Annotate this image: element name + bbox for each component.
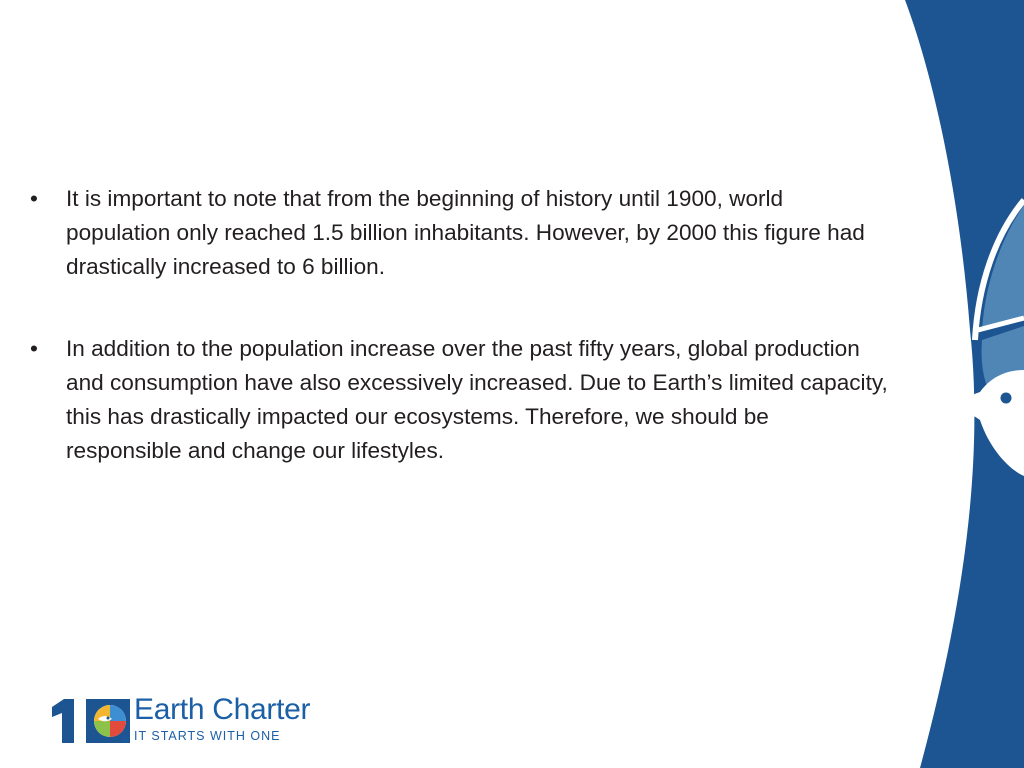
- bullet-text: It is important to note that from the beginning of history until 1900, world population only reached 1.5 billion inhabitants. However, by 2000 this figure had drastically increased to 6 billion.: [66, 186, 865, 280]
- bullet-item: [30, 332, 890, 469]
- earth-charter-logo: [50, 693, 350, 747]
- logo-name: Earth Charter: [134, 693, 311, 726]
- bullet-list: [30, 182, 890, 515]
- numeral-one-logo-icon: [50, 699, 76, 743]
- bullet-item: [30, 182, 890, 285]
- bullet-symbol: •: [30, 335, 38, 361]
- registered-mark: ®: [122, 736, 128, 745]
- bullet-symbol: •: [30, 186, 38, 211]
- bullet-text: In addition to the population increase over the past fifty years, global production and consumption have also excessively increased. Due to Earth’s limited capacity, this has drastically impacted our ecosystems. Therefore, we should be responsible and change our lifestyles.: [66, 335, 888, 464]
- logo-tagline: IT STARTS WITH ONE: [134, 729, 281, 743]
